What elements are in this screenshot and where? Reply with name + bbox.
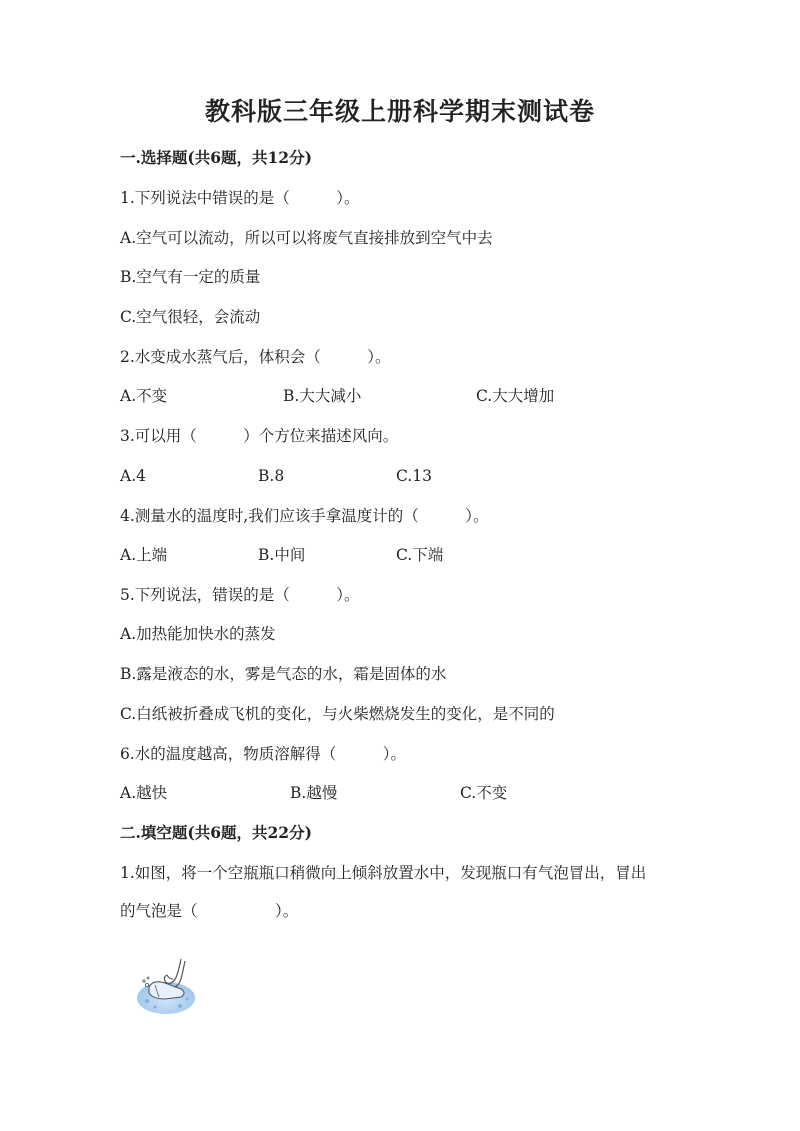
question-3-stem: 3.可以用（ ）个方位来描述风向。 xyxy=(120,427,399,445)
question-4-option-b: B.中间 xyxy=(258,546,306,564)
question-2-option-a: A.不变 xyxy=(120,387,168,405)
question-4-stem: 4.测量水的温度时,我们应该手拿温度计的（ ）。 xyxy=(120,507,489,525)
question-6-option-b: B.越慢 xyxy=(290,784,338,802)
question-2-stem: 2.水变成水蒸气后，体积会（ ）。 xyxy=(120,348,391,366)
question-1-stem: 1.下列说法中错误的是（ ）。 xyxy=(120,189,360,207)
section-heading-multiple-choice: 一.选择题(共6题，共12分) xyxy=(120,148,312,167)
question-3-option-a: A.4 xyxy=(120,467,146,485)
question-5-option-a: A.加热能加快水的蒸发 xyxy=(120,625,276,643)
question-4-option-a: A.上端 xyxy=(120,546,168,564)
fill-question-1-line-2: 的气泡是（ ）。 xyxy=(120,902,299,920)
question-2-option-b: B.大大减小 xyxy=(283,387,362,405)
question-2-option-c: C.大大增加 xyxy=(476,387,555,405)
hand-bottle-water-illustration-icon xyxy=(135,955,201,1017)
question-4-option-c: C.下端 xyxy=(396,546,444,564)
question-3-option-b: B.8 xyxy=(258,467,285,485)
fill-question-1-line-1: 1.如图，将一个空瓶瓶口稍微向上倾斜放置水中，发现瓶口有气泡冒出，冒出 xyxy=(120,864,647,882)
question-5-stem: 5.下列说法，错误的是（ ）。 xyxy=(120,586,360,604)
page-title: 教科版三年级上册科学期末测试卷 xyxy=(204,97,595,126)
question-1-option-c: C.空气很轻，会流动 xyxy=(120,308,261,326)
question-5-option-c: C.白纸被折叠成飞机的变化，与火柴燃烧发生的变化，是不同的 xyxy=(120,705,555,723)
question-3-option-c: C.13 xyxy=(396,467,432,485)
question-1-option-a: A.空气可以流动，所以可以将废气直接排放到空气中去 xyxy=(120,229,493,247)
question-6-option-c: C.不变 xyxy=(460,784,508,802)
section-heading-fill-in-blank: 二.填空题(共6题，共22分) xyxy=(120,823,312,842)
question-1-option-b: B.空气有一定的质量 xyxy=(120,268,261,286)
question-6-option-a: A.越快 xyxy=(120,784,168,802)
question-5-option-b: B.露是液态的水，雾是气态的水，霜是固体的水 xyxy=(120,665,447,683)
question-6-stem: 6.水的温度越高，物质溶解得（ ）。 xyxy=(120,745,407,763)
